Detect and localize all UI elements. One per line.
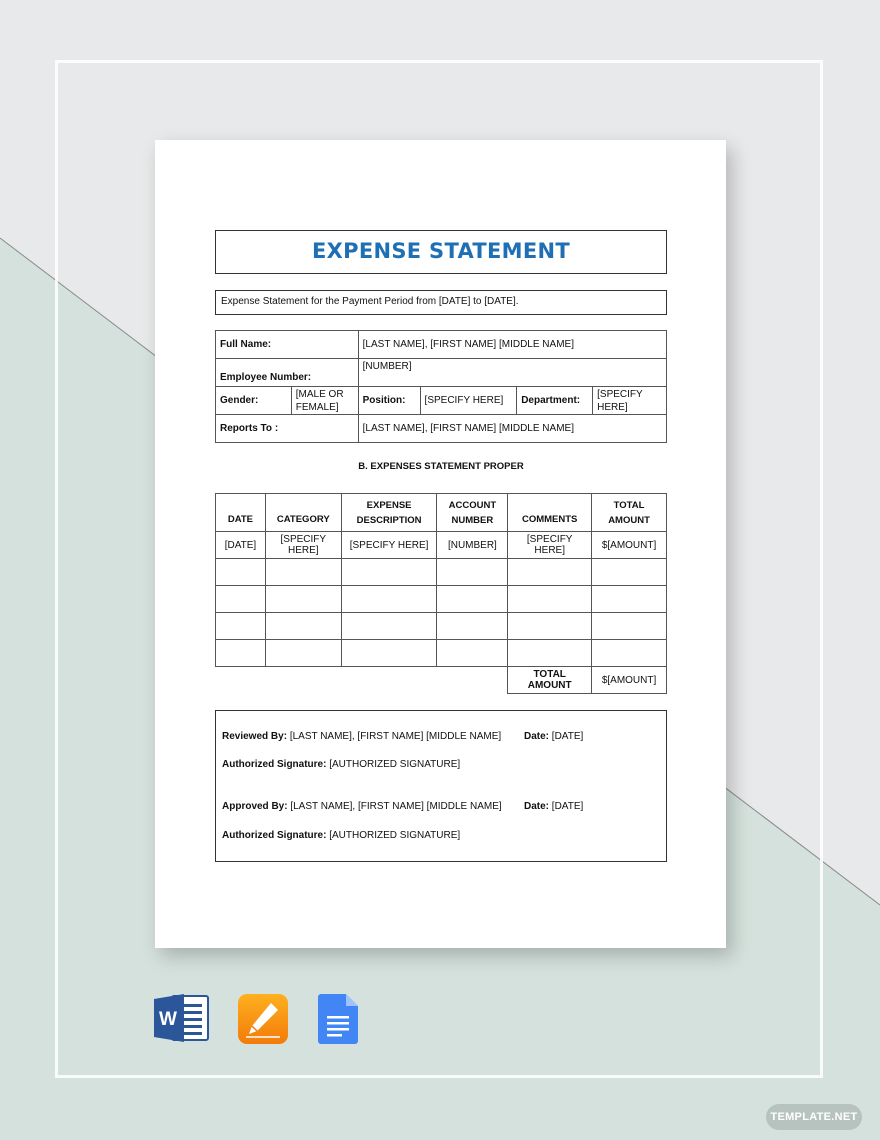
header-total-amount: TOTAL AMOUNT — [592, 494, 667, 532]
table-row — [216, 532, 667, 559]
approved-signature-line — [222, 830, 460, 841]
total-amount-value: $[AMOUNT] — [592, 667, 667, 694]
payment-period: Expense Statement for the Payment Period from [DATE] to [DATE]. — [215, 290, 667, 315]
section-title: B. EXPENSES STATEMENT PROPER — [358, 461, 524, 472]
table-row — [216, 559, 667, 586]
approved-by-label: Approved By: — [222, 801, 288, 812]
position-value: [SPECIFY HERE] — [420, 387, 517, 415]
cell-description: [SPECIFY HERE] — [341, 532, 437, 559]
cell-amount — [592, 613, 667, 640]
cell-category: [SPECIFY HERE] — [265, 532, 341, 559]
cell-account-number — [437, 613, 508, 640]
reviewed-by-value: [LAST NAME], [FIRST NAME] [MIDDLE NAME] — [289, 731, 502, 742]
document-page — [155, 140, 726, 948]
total-amount-label: TOTAL AMOUNT — [508, 667, 592, 694]
reviewed-signature-line — [222, 759, 460, 770]
cell-date: [DATE] — [216, 532, 266, 559]
position-label: Position: — [358, 387, 420, 415]
header-category: CATEGORY — [265, 494, 341, 532]
approved-signature-label: Authorized Signature: — [222, 830, 327, 841]
cell-category — [265, 586, 341, 613]
watermark-badge — [766, 1104, 862, 1130]
reviewed-date-label: Date: — [524, 731, 550, 742]
header-expense-description: EXPENSE DESCRIPTION — [341, 494, 437, 532]
cell-date — [216, 613, 266, 640]
cell-amount: $[AMOUNT] — [592, 532, 667, 559]
cell-amount — [592, 640, 667, 667]
cell-account-number — [437, 586, 508, 613]
reviewed-by-label: Reviewed By: — [222, 731, 288, 742]
total-row — [216, 667, 667, 694]
header-account-number: ACCOUNT NUMBER — [437, 494, 508, 532]
approved-date-label: Date: — [524, 801, 550, 812]
cell-category — [265, 559, 341, 586]
watermark-text: TEMPLATE.NET — [770, 1111, 858, 1123]
cell-category — [265, 640, 341, 667]
signature-section — [215, 710, 667, 862]
approved-date-value: [DATE] — [551, 801, 584, 812]
header-comments: COMMENTS — [508, 494, 592, 532]
cell-date — [216, 559, 266, 586]
cell-comments — [508, 640, 592, 667]
reviewed-signature-value: [AUTHORIZED SIGNATURE] — [329, 759, 461, 770]
google-docs-icon[interactable] — [318, 993, 360, 1045]
cell-category — [265, 613, 341, 640]
cell-description — [341, 559, 437, 586]
cell-date — [216, 640, 266, 667]
cell-description — [341, 640, 437, 667]
cell-comments: [SPECIFY HERE] — [508, 532, 592, 559]
table-row — [216, 586, 667, 613]
cell-comments — [508, 559, 592, 586]
cell-account-number: [NUMBER] — [437, 532, 508, 559]
reviewed-date — [524, 731, 583, 742]
cell-comments — [508, 586, 592, 613]
word-icon[interactable] — [154, 993, 210, 1043]
reviewed-signature-label: Authorized Signature: — [222, 759, 327, 770]
document-title: EXPENSE STATEMENT — [215, 230, 667, 274]
cell-date — [216, 586, 266, 613]
full-name-value: [LAST NAME], [FIRST NAME] [MIDDLE NAME] — [358, 331, 666, 359]
header-date: DATE — [216, 494, 266, 532]
gender-value: [MALE OR FEMALE] — [291, 387, 358, 415]
reviewed-by-line — [222, 731, 501, 742]
approved-by-value: [LAST NAME], [FIRST NAME] [MIDDLE NAME] — [290, 801, 502, 812]
cell-amount — [592, 559, 667, 586]
department-value: [SPECIFY HERE] — [593, 387, 667, 415]
department-label: Department: — [517, 387, 593, 415]
cell-comments — [508, 613, 592, 640]
expenses-table — [215, 493, 667, 694]
cell-description — [341, 613, 437, 640]
reports-to-label: Reports To : — [216, 415, 359, 443]
cell-amount — [592, 586, 667, 613]
employee-info-table — [215, 330, 667, 443]
reviewed-date-value: [DATE] — [551, 731, 584, 742]
approved-date — [524, 801, 583, 812]
full-name-label: Full Name: — [216, 331, 359, 359]
cell-description — [341, 586, 437, 613]
employee-number-label: Employee Number: — [216, 359, 359, 387]
pages-icon[interactable] — [237, 993, 289, 1045]
approved-by-line — [222, 801, 502, 812]
reports-to-value: [LAST NAME], [FIRST NAME] [MIDDLE NAME] — [358, 415, 666, 443]
gender-label: Gender: — [216, 387, 292, 415]
table-row — [216, 640, 667, 667]
word-letter: W — [159, 1009, 177, 1030]
employee-number-value: [NUMBER] — [358, 359, 666, 387]
cell-account-number — [437, 640, 508, 667]
cell-account-number — [437, 559, 508, 586]
approved-signature-value: [AUTHORIZED SIGNATURE] — [329, 830, 461, 841]
table-row — [216, 613, 667, 640]
